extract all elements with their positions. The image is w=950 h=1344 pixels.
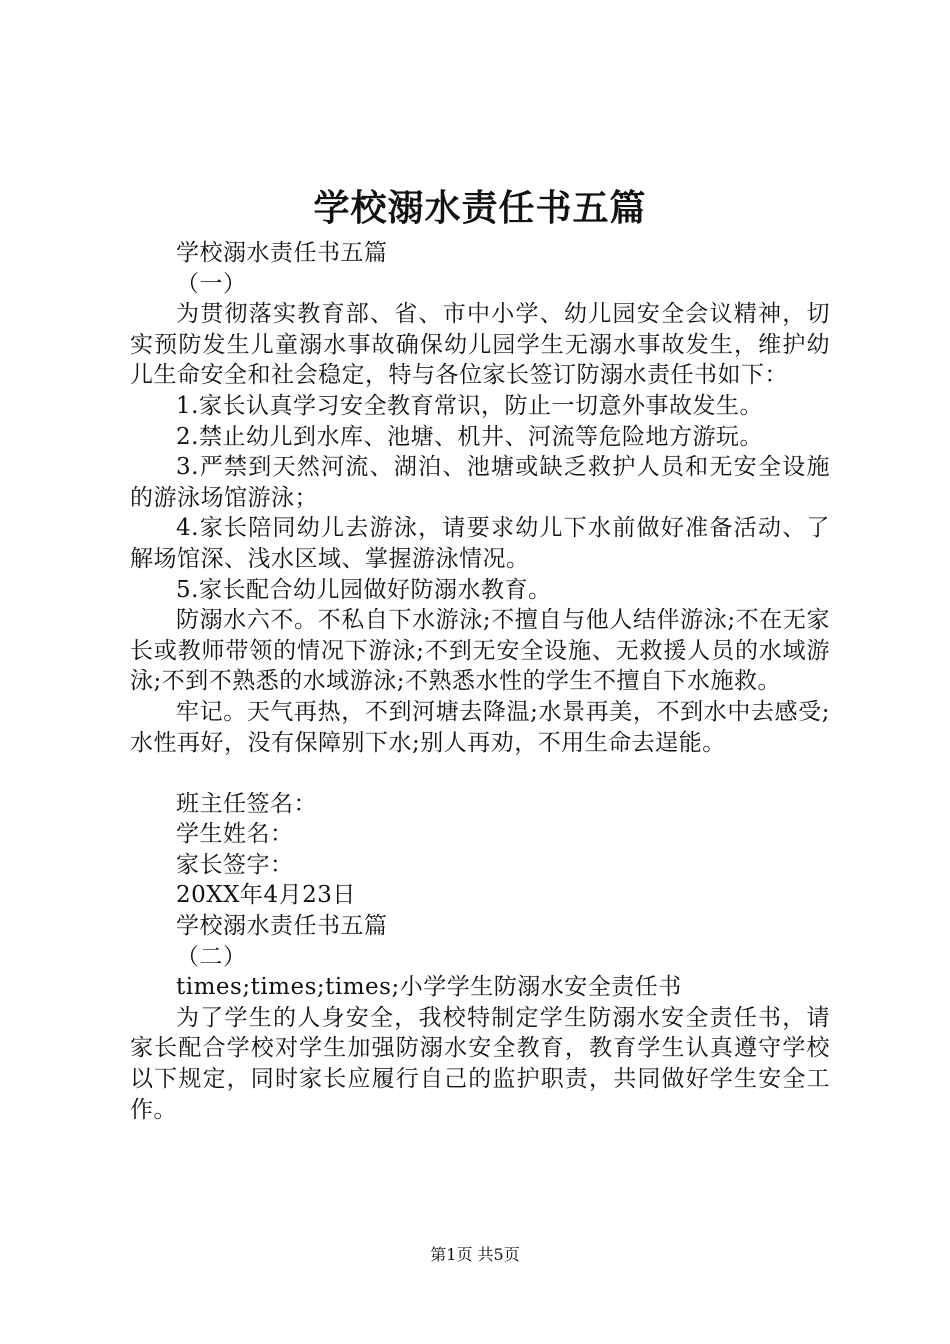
signature-date: 20XX年4月23日 bbox=[176, 882, 356, 909]
rule-item-1: 1.家长认真学习安全教育常识，防止一切意外事故发生。 bbox=[176, 392, 763, 419]
rule-item-3: 3.严禁到天然河流、湖泊、池塘或缺乏救护人员和无安全设施的游泳场馆游泳； bbox=[130, 454, 830, 511]
paragraph-intro-2: 为了学生的人身安全，我校特制定学生防溺水安全责任书，请家长配合学校对学生加强防溺水安全教育，教育学生认真遵守学校以下规定，同时家长应履行自己的监护职责，共同做好学生安全工作。 bbox=[130, 1004, 830, 1123]
subtitle-line: times;times;times;小学学生防溺水安全责任书 bbox=[176, 974, 682, 1001]
section-number: （一） bbox=[176, 270, 247, 297]
paragraph-six-nots: 防溺水六不。不私自下水游泳;不擅自与他人结伴游泳;不在无家长或教师带领的情况下游泳;不到无安全设施、无救援人员的水域游泳;不到不熟悉的水域游泳;不熟悉水性的学生不擅自下水施救。 bbox=[130, 607, 830, 695]
signature-teacher: 班主任签名： bbox=[176, 790, 317, 817]
paragraph-heading: 学校溺水责任书五篇 bbox=[176, 240, 388, 266]
blank-line bbox=[130, 758, 830, 789]
section-number-2: （二） bbox=[176, 943, 247, 970]
signature-student: 学生姓名： bbox=[176, 821, 294, 848]
paragraph-remember: 牢记。天气再热，不到河塘去降温;水景再美，不到水中去感受;水性再好，没有保障别下水;别人再劝，不用生命去逞能。 bbox=[130, 698, 830, 756]
paragraph-intro: 为贯彻落实教育部、省、市中小学、幼儿园安全会议精神，切实预防发生儿童溺水事故确保幼儿园学生无溺水事故发生，维护幼儿生命安全和社会稳定，特与各位家长签订防溺水责任书如下： bbox=[130, 301, 830, 389]
page-footer: 第1页 共5页 bbox=[430, 1245, 520, 1264]
document-title: 学校溺水责任书五篇 bbox=[313, 187, 647, 229]
rule-item-2: 2.禁止幼儿到水库、池塘、机井、河流等危险地方游玩。 bbox=[176, 423, 763, 450]
signature-parent: 家长签字： bbox=[176, 851, 294, 878]
document-body bbox=[130, 238, 830, 1125]
rule-item-5: 5.家长配合幼儿园做好防溺水教育。 bbox=[176, 576, 552, 603]
document-page bbox=[130, 0, 830, 1344]
paragraph-heading-2: 学校溺水责任书五篇 bbox=[176, 913, 388, 940]
rule-item-4: 4.家长陪同幼儿去游泳，请要求幼儿下水前做好准备活动、了解场馆深、浅水区域、掌握游泳情况。 bbox=[130, 515, 830, 572]
